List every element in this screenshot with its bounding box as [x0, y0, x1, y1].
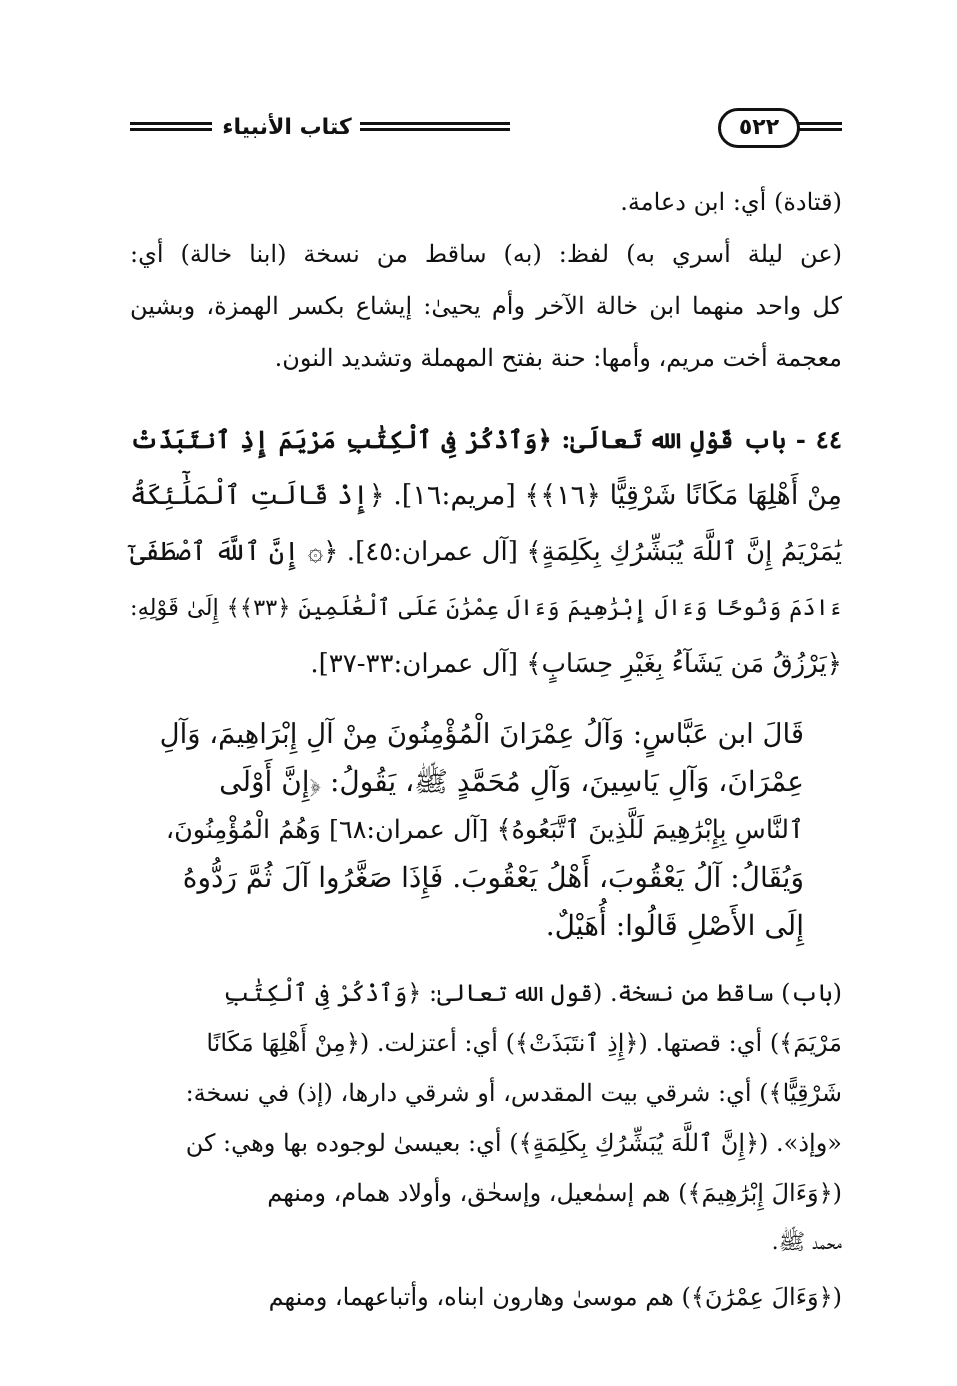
- commentary-line: «وإذ». (﴿إِنَّ ٱللَّهَ يُبَشِّرُكِ بِكَلِمَةٍ﴾) أي: بعيسىٰ لوجوده بها وهي: كن: [185, 1129, 842, 1157]
- header-rule-middle: [360, 122, 510, 131]
- chapter-line: ﴿يَرْزُقُ مَن يَشَآءُ بِغَيْرِ حِسَابٍ﴾ [آل عمران:٣٣-٣٧].: [310, 649, 842, 679]
- commentary-top: [130, 176, 842, 384]
- header-rule-left: [130, 122, 212, 131]
- commentary-line: كل واحد منهما ابن خالة الآخر وأم يحيىٰ: إيشاع بكسر الهمزة، وبشين: [130, 292, 842, 320]
- page-number: ٥٢٢: [718, 108, 800, 148]
- commentary-line: (باب) ساقط من نسخة. (قول الله تعالىٰ: ﴿وَٱذْكُرْ فِى ٱلْكِتَٰبِ: [223, 979, 842, 1007]
- chapter-line: ءَادَمَ وَنُوحًا وَءَالَ إِبْرَٰهِيمَ وَءَالَ عِمْرَٰنَ عَلَى ٱلْعَٰلَمِينَ ﴿٣٣﴾﴾ إِلَىٰ قَوْلِهِ:: [130, 595, 842, 621]
- chapter-line: مِنْ أَهْلِهَا مَكَانًا شَرْقِيًّا ﴿١٦﴾﴾ [مريم:١٦]. ﴿إِذْ قَالَتِ ٱلْمَلَٰٓئِكَةُ: [130, 480, 842, 511]
- hadith-line: ٱلنَّاسِ بِإِبْرَٰهِيمَ لَلَّذِينَ ٱتَّبَعُوهُ﴾ [آل عمران:٦٨] وَهُمُ الْمُؤْمِنُونَ،: [165, 815, 804, 845]
- header-rule-right: [798, 122, 842, 131]
- chapter-line: ٤٤ - باب قَوْلِ الله تَعالَىٰ: ﴿وَٱذْكُرْ فِى ٱلْكِتَٰبِ مَرْيَمَ إِذِ ٱنتَبَذَتْ: [130, 425, 842, 454]
- commentary-line: محمد ﷺ.: [771, 1230, 842, 1255]
- commentary-line: (﴿وَءَالَ إِبْرَٰهِيمَ﴾) هم إسمٰعيل، وإسحٰق، وأولاد همام، ومنهم: [267, 1179, 842, 1207]
- commentary-line: مَرْيَمَ﴾) أي: قصتها. (﴿إِذِ ٱنتَبَذَتْ﴾) أي: أعتزلت. (﴿مِنْ أَهْلِهَا مَكَانًا: [206, 1029, 842, 1057]
- chapter-line: يَٰمَرْيَمُ إِنَّ ٱللَّهَ يُبَشِّرُكِ بِكَلِمَةٍ﴾ [آل عمران:٤٥]. ﴿۞ إِنَّ ٱللَّهَ ٱصْطَفَىٰٓ: [130, 537, 842, 567]
- hadith-line: وَيُقَالُ: آلُ يَعْقُوبَ، أَهْلُ يَعْقُوبَ. فَإِذَا صَغَّرُوا آلَ ثُمَّ رَدُّوهُ: [182, 861, 804, 894]
- commentary-line: (﴿وَءَالَ عِمْرَٰنَ﴾) هم موسىٰ وهارون ابناه، وأتباعهما، ومنهم: [268, 1283, 842, 1311]
- commentary-line: (عن ليلة أسري به) لفظ: (به) ساقط من نسخة (ابنا خالة) أي:: [130, 240, 842, 268]
- ibn-abbas-text: [160, 710, 804, 950]
- commentary-line: (قتادة) أي: ابن دعامة.: [620, 188, 842, 216]
- hadith-line: قَالَ ابن عَبَّاسٍ: وَآلُ عِمْرَانَ الْمُؤْمِنُونَ مِنْ آلِ إِبْرَاهِيمَ، وَآلِ: [159, 718, 804, 750]
- hadith-line: عِمْرَانَ، وَآلِ يَاسِينَ، وَآلِ مُحَمَّدٍ ﷺ، يَقُولُ: ﴿إِنَّ أَوْلَى: [219, 765, 804, 798]
- chapter-heading: [130, 412, 842, 692]
- hadith-line: إِلَى الأَصْلِ قَالُوا: أُهَيْلٌ.: [545, 909, 804, 942]
- commentary-line: شَرْقِيًّا﴾) أي: شرقي بيت المقدس، أو شرقي دارها، (إذ) في نسخة:: [185, 1079, 842, 1107]
- page-header: [130, 108, 842, 154]
- commentary-bottom: [130, 968, 842, 1322]
- running-title: كتاب الأنبياء: [222, 115, 352, 140]
- commentary-line: معجمة أخت مريم، وأمها: حنة بفتح المهملة وتشديد النون.: [274, 344, 842, 372]
